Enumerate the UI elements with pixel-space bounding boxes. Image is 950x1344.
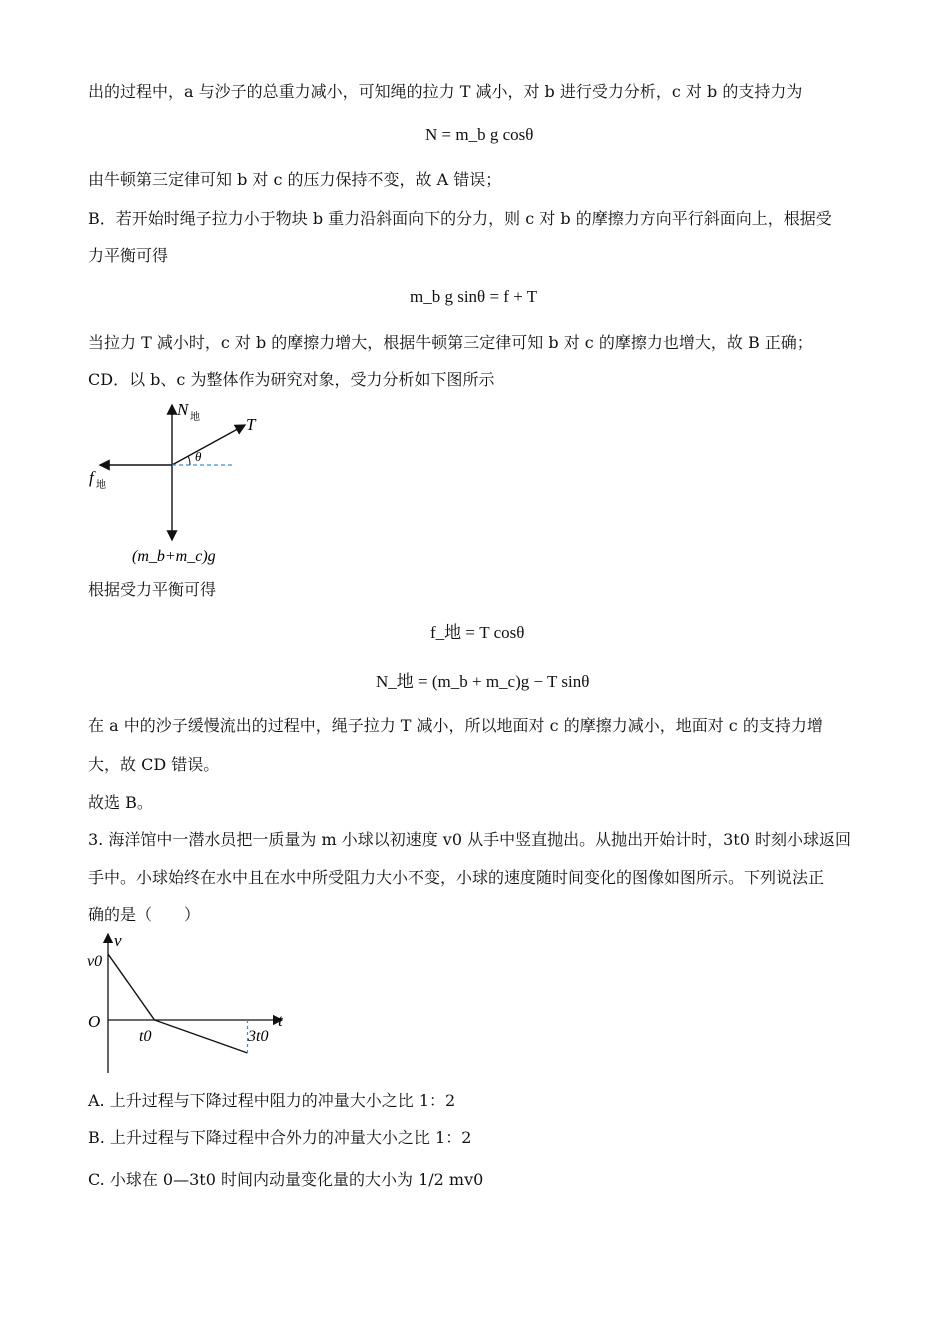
text-line-6: CD．以 b、c 为整体作为研究对象，受力分析如下图所示 <box>88 370 495 389</box>
friction-subscript: 地 <box>96 480 106 491</box>
tension-label: T <box>246 415 256 434</box>
x-tick-t0: t0 <box>139 1028 152 1045</box>
tension-arrow <box>172 425 245 465</box>
series-segment-falling <box>155 1020 248 1053</box>
option-a: A. 上升过程与下降过程中阻力的冲量大小之比 1：2 <box>88 1091 456 1110</box>
equation-normal-force: N = m_b g cosθ <box>425 125 534 144</box>
text-line-8: 在 a 中的沙子缓慢流出的过程中，绳子拉力 T 减小，所以地面对 c 的摩擦力减小，地面对 c 的支持力增 <box>88 716 823 735</box>
velocity-time-chart <box>80 928 300 1078</box>
normal-force-subscript: 地 <box>190 412 200 423</box>
option-b: B. 上升过程与下降过程中合外力的冲量大小之比 1：2 <box>88 1128 472 1147</box>
theta-arc <box>188 456 190 465</box>
weight-label: (m_b+m_c)g <box>132 548 216 565</box>
text-line-4: 力平衡可得 <box>88 246 169 265</box>
equation-friction-balance: m_b g sinθ = f + T <box>410 287 538 306</box>
v-axis-label: v <box>114 931 122 950</box>
normal-force-label: N <box>177 400 189 419</box>
question-3-line-2: 手中。小球始终在水中且在水中所受阻力大小不变，小球的速度随时间变化的图像如图所示。下列说法正 <box>88 868 825 887</box>
text-line-9: 大，故 CD 错误。 <box>88 755 220 774</box>
friction-label: f <box>89 468 94 487</box>
series-segment-rising <box>108 954 155 1020</box>
origin-label: O <box>88 1012 101 1031</box>
t-axis-label: t <box>278 1011 283 1030</box>
x-tick-3t0: 3t0 <box>248 1028 269 1045</box>
text-line-3: B．若开始时绳子拉力小于物块 b 重力沿斜面向下的分力，则 c 对 b 的摩擦力方向平行斜面向上，根据受 <box>88 209 832 228</box>
text-line-2: 由牛顿第三定律可知 b 对 c 的压力保持不变，故 A 错误； <box>88 170 502 189</box>
text-line-5: 当拉力 T 减小时，c 对 b 的摩擦力增大，根据牛顿第三定律可知 b 对 c 的摩擦力也增大，故 B 正确； <box>88 333 813 352</box>
equation-ground-normal: N_地 = (m_b + m_c)g − T sinθ <box>376 672 590 691</box>
theta-label: θ <box>195 449 202 464</box>
text-line-7: 根据受力平衡可得 <box>88 580 217 599</box>
question-3-line-1: 3. 海洋馆中一潜水员把一质量为 m 小球以初速度 v0 从手中竖直抛出。从抛出开始计时，3t0 时刻小球返回 <box>88 830 851 849</box>
equation-ground-friction: f_地 = T cosθ <box>430 623 525 642</box>
force-diagram <box>80 395 280 570</box>
option-c: C. 小球在 0—3t0 时间内动量变化量的大小为 1/2 mv0 <box>88 1170 484 1189</box>
question-3-line-3: 确的是（ ） <box>88 905 201 924</box>
text-line-10: 故选 B。 <box>88 793 153 812</box>
text-line-1: 出的过程中，a 与沙子的总重力减小，可知绳的拉力 T 减小，对 b 进行受力分析，c 对 b 的支持力为 <box>88 82 803 101</box>
y-tick-v0: v0 <box>87 953 103 970</box>
